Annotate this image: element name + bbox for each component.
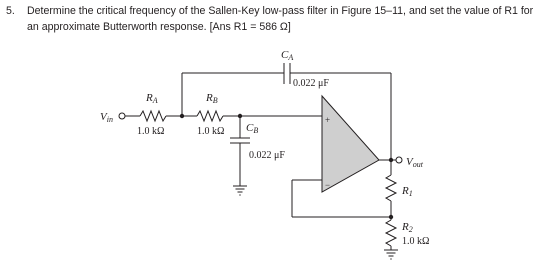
r1-resistor	[386, 175, 396, 201]
r2-resistor	[386, 220, 396, 246]
ground-icon	[384, 250, 398, 259]
ground-icon	[233, 186, 247, 195]
r2-label: R2	[402, 221, 413, 234]
rb-value: 1.0 kΩ	[197, 126, 225, 137]
ca-label: CA	[281, 49, 294, 62]
opamp-triangle	[322, 96, 379, 192]
r1-label: R1	[402, 185, 413, 198]
question-number: 5.	[6, 5, 15, 17]
vin-terminal	[119, 113, 125, 119]
ra-value: 1.0 kΩ	[137, 126, 165, 137]
question-text: Determine the critical frequency of the Sallen-Key low-pass filter in Figure 15–11, and set the value of R1 for an approximate Butterworth response.	[27, 5, 534, 33]
vout-terminal	[396, 157, 402, 163]
ra-label: RA	[146, 92, 158, 105]
vout-label: Vout	[406, 156, 423, 169]
ra-resistor	[140, 111, 166, 121]
r2-value: 1.0 kΩ	[402, 236, 430, 247]
rb-resistor	[197, 111, 223, 121]
question-answer: [Ans R1 = 586 Ω]	[209, 20, 291, 33]
ca-value: 0.022 μF	[293, 78, 329, 89]
vin-label: Vin	[100, 111, 113, 124]
cb-label: CB	[246, 122, 259, 135]
rb-label: RB	[206, 92, 218, 105]
opamp-plus-label: +	[325, 115, 331, 125]
cb-value: 0.022 μF	[249, 150, 285, 161]
opamp-minus-label: −	[325, 180, 331, 190]
